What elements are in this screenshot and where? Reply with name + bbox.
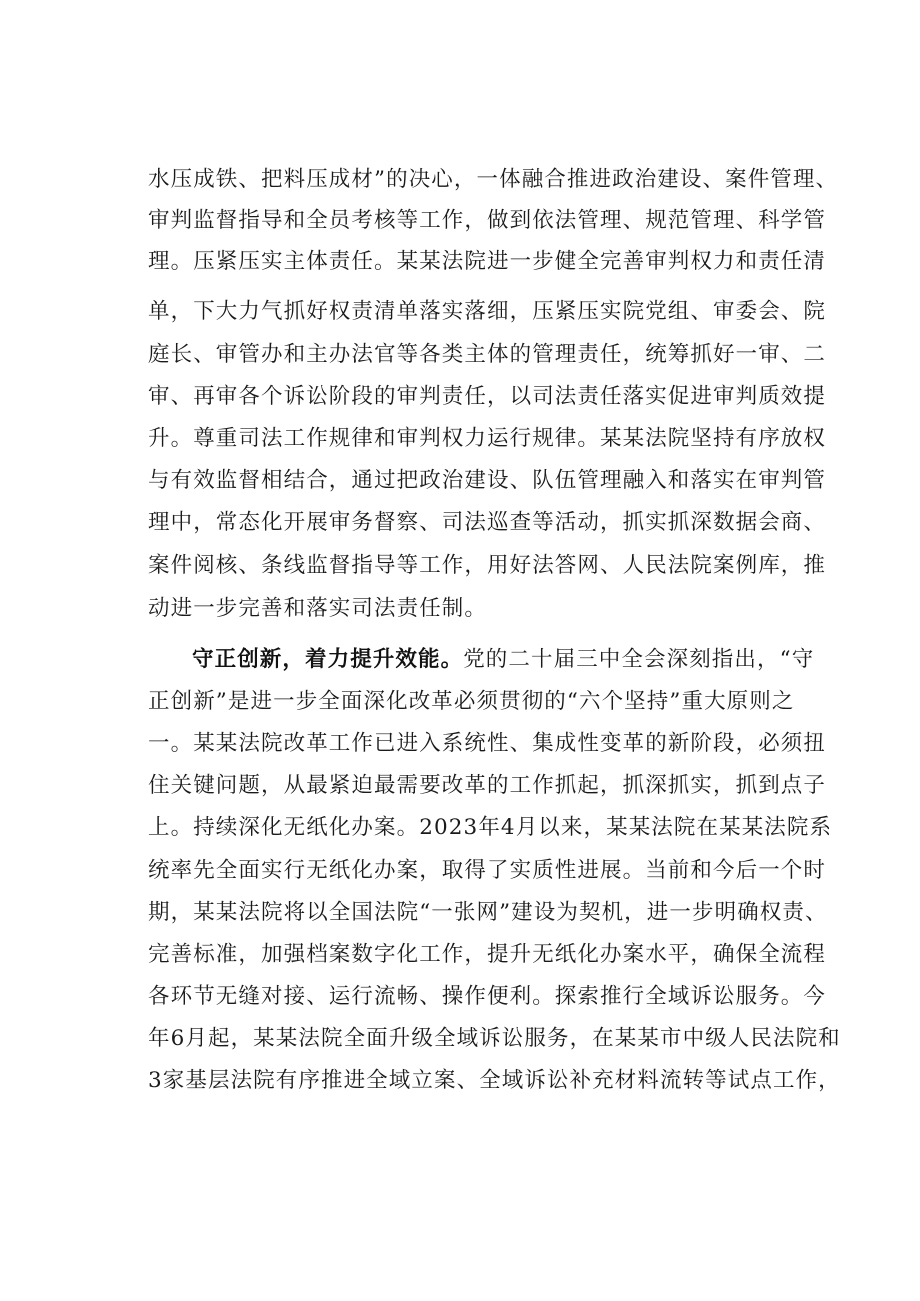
text-line: 单，下大力气抓好权责清单落实落细，压紧压实院党组、审委会、院	[148, 299, 827, 324]
text-line: 正创新”是进一步全面深化改革必须贯彻的“六个坚持”重大原则之	[148, 689, 795, 714]
text-line: 完善标准，加强档案数字化工作，提升无纸化办案水平，确保全流程	[148, 942, 827, 967]
text-line: 统率先全面实行无纸化办案，取得了实质性进展。当前和今后一个时	[148, 858, 827, 883]
text-line: 一。某某法院改革工作已进入系统性、集成性变革的新阶段，必须扭	[148, 731, 827, 756]
text-line: 3家基层法院有序推进全域立案、全域诉讼补充材料流转等试点工作，	[148, 1068, 841, 1093]
text-line: 理中，常态化开展审务督察、司法巡查等活动，抓实抓深数据会商、	[148, 510, 827, 535]
text-line: 水压成铁、把料压成材”的决心，一体融合推进政治建设、案件管理、	[148, 167, 839, 192]
text-line: 庭长、审管办和主办法官等各类主体的管理责任，统筹抓好一审、二	[148, 342, 827, 367]
text-line: 理。压紧压实主体责任。某某法院进一步健全完善审判权力和责任清	[148, 249, 827, 274]
text-line: 与有效监督相结合，通过把政治建设、队伍管理融入和落实在审判管	[148, 468, 827, 493]
text-line: 住关键问题，从最紧迫最需要改革的工作抓起，抓深抓实，抓到点子	[148, 773, 827, 798]
text-line-rest: 党的二十届三中全会深刻指出，“守	[463, 647, 815, 672]
text-line: 各环节无缝对接、运行流畅、操作便利。探索推行全域诉讼服务。今	[148, 984, 827, 1009]
text-line: 升。尊重司法工作规律和审判权力运行规律。某某法院坚持有序放权	[148, 426, 827, 451]
paragraph-first-line	[192, 646, 814, 674]
text-line: 审、再审各个诉讼阶段的审判责任，以司法责任落实促进审判质效提	[148, 384, 827, 409]
text-line: 上。持续深化无纸化办案。2023年4月以来，某某法院在某某法院系	[148, 815, 833, 840]
text-line: 动进一步完善和落实司法责任制。	[148, 596, 488, 621]
paragraph-heading: 守正创新，着力提升效能。	[192, 647, 464, 672]
text-line: 期，某某法院将以全国法院“一张网”建设为契机，进一步明确权责、	[148, 900, 828, 925]
text-line: 年6月起，某某法院全面升级全域诉讼服务，在某某市中级人民法院和	[148, 1026, 841, 1051]
text-line: 案件阅核、条线监督指导等工作，用好法答网、人民法院案例库，推	[148, 553, 827, 578]
text-line: 审判监督指导和全员考核等工作，做到依法管理、规范管理、科学管	[148, 208, 827, 233]
